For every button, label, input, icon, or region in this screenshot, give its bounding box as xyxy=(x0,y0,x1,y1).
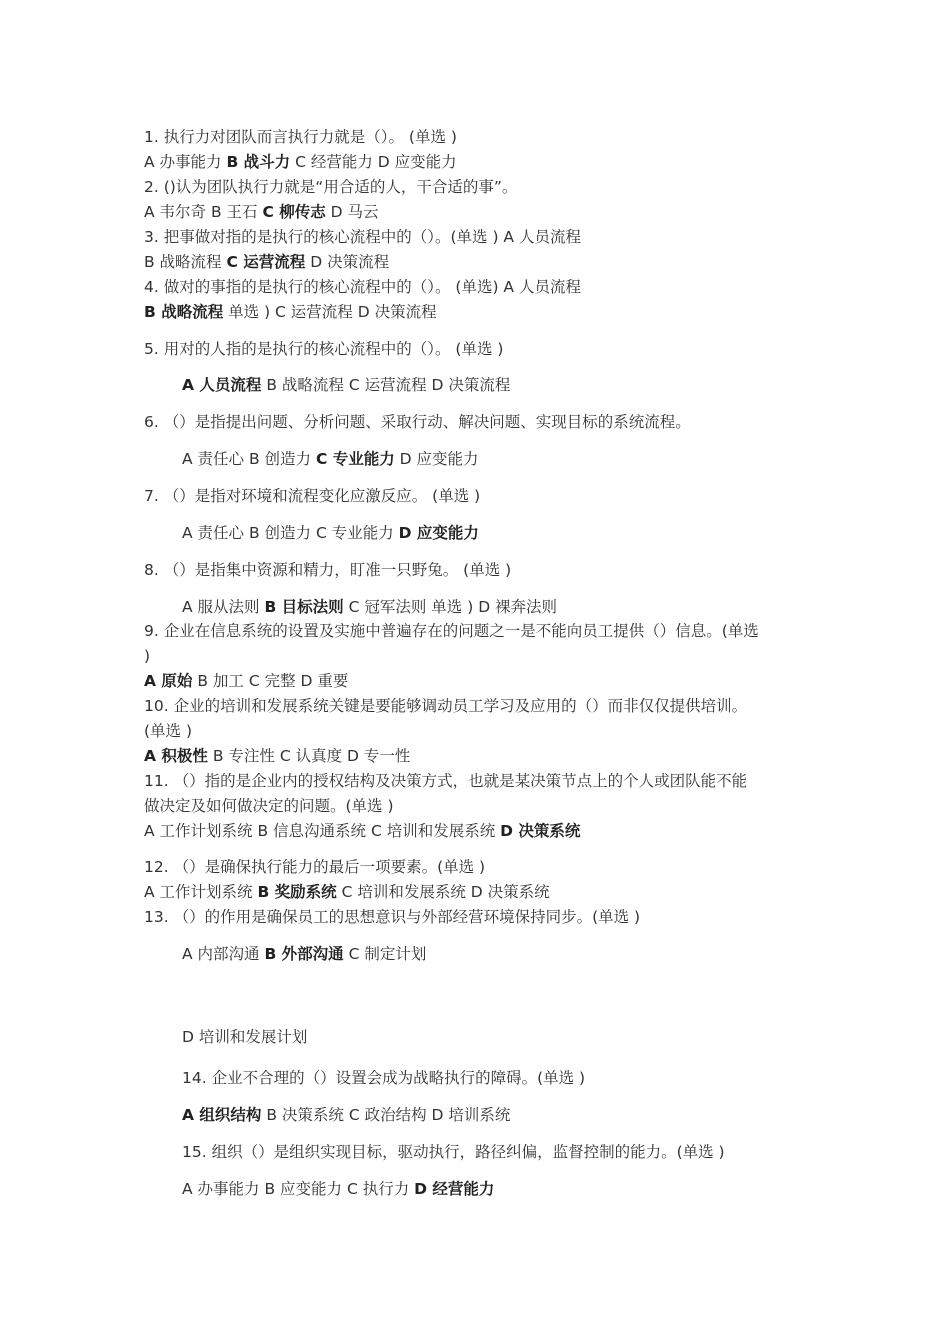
text-line xyxy=(144,226,581,248)
text-run: (单选 ) xyxy=(144,722,193,740)
text-run: A 韦尔奇 B 王石 xyxy=(144,203,263,221)
text-run: D 马云 xyxy=(325,203,379,221)
text-run: C 冠军法则 单选 ) D 裸奔法则 xyxy=(343,598,558,616)
text-run: C 经营能力 D 应变能力 xyxy=(290,153,457,171)
text-run: B 专注性 C 认真度 D 专一性 xyxy=(207,747,411,765)
text-run: ) xyxy=(144,647,151,665)
text-line xyxy=(144,276,581,298)
text-line xyxy=(144,820,580,842)
answer-highlight: A 人员流程 xyxy=(182,376,262,394)
text-run: B 决策系统 C 政治结构 D 培训系统 xyxy=(261,1106,511,1124)
text-line xyxy=(144,485,480,507)
text-run: 6. （）是指提出问题、分析问题、采取行动、解决问题、实现目标的系统流程。 xyxy=(144,413,691,431)
answer-highlight: D 决策系统 xyxy=(500,822,581,840)
text-run: 14. 企业不合理的（）设置会成为战略执行的障碍。(单选 ) xyxy=(182,1069,586,1087)
answer-highlight: A 原始 xyxy=(144,672,193,690)
text-run: A 内部沟通 xyxy=(182,945,265,963)
text-line xyxy=(144,201,379,223)
text-line xyxy=(144,338,503,360)
answer-highlight: D 应变能力 xyxy=(398,524,479,542)
text-run: 4. 做对的事指的是执行的核心流程中的（）。 (单选) A 人员流程 xyxy=(144,278,581,296)
text-line xyxy=(182,1067,585,1089)
text-run: 12. （）是确保执行能力的最后一项要素。(单选 ) xyxy=(144,858,486,876)
text-line xyxy=(144,770,747,792)
text-run: D 应变能力 xyxy=(394,450,479,468)
text-run: 11. （）指的是企业内的授权结构及决策方式，也就是某决策节点上的个人或团队能不能 xyxy=(144,772,748,790)
answer-highlight: B 战斗力 xyxy=(226,153,291,171)
text-run: D 培训和发展计划 xyxy=(182,1028,308,1046)
text-line xyxy=(144,881,550,903)
text-line xyxy=(144,251,389,273)
text-line xyxy=(182,1104,510,1126)
text-line xyxy=(144,620,759,642)
text-run: A 办事能力 B 应变能力 C 执行力 xyxy=(182,1180,415,1198)
answer-highlight: B 外部沟通 xyxy=(264,945,344,963)
text-run: B 战略流程 C 运营流程 D 决策流程 xyxy=(261,376,511,394)
text-run: 13. （）的作用是确保员工的思想意识与外部经营环境保持同步。(单选 ) xyxy=(144,908,641,926)
answer-highlight: C 柳传志 xyxy=(262,203,326,221)
text-run: D 决策流程 xyxy=(305,253,390,271)
answer-highlight: B 目标法则 xyxy=(264,598,344,616)
answer-highlight: C 专业能力 xyxy=(315,450,395,468)
answer-highlight: A 积极性 xyxy=(144,747,208,765)
text-run: A 工作计划系统 xyxy=(144,883,258,901)
text-run: 7. （）是指对环境和流程变化应激反应。 (单选 ) xyxy=(144,487,481,505)
text-run: C 培训和发展系统 D 决策系统 xyxy=(336,883,550,901)
text-run: A 办事能力 xyxy=(144,153,227,171)
text-line xyxy=(144,745,410,767)
text-run: 10. 企业的培训和发展系统关键是要能够调动员工学习及应用的（）而非仅仅提供培训。 xyxy=(144,697,748,715)
text-line xyxy=(144,720,192,742)
text-line xyxy=(144,559,511,581)
text-run: A 服从法则 xyxy=(182,598,265,616)
text-line xyxy=(144,151,457,173)
text-run: 15. 组织（）是组织实现目标，驱动执行，路径纠偏，监督控制的能力。(单选 ) xyxy=(182,1143,725,1161)
text-line xyxy=(182,522,479,544)
text-line xyxy=(144,411,691,433)
text-line xyxy=(182,596,557,618)
text-line xyxy=(144,695,747,717)
answer-highlight: B 战略流程 xyxy=(144,303,224,321)
text-line xyxy=(144,301,437,323)
text-line xyxy=(182,943,426,965)
text-run: 做决定及如何做决定的问题。(单选 ) xyxy=(144,797,394,815)
text-line xyxy=(182,374,510,396)
text-line xyxy=(182,1178,494,1200)
text-line xyxy=(144,176,517,198)
text-run: B 加工 C 完整 D 重要 xyxy=(192,672,349,690)
text-line xyxy=(182,1141,725,1163)
answer-highlight: C 运营流程 xyxy=(226,253,306,271)
text-line xyxy=(144,906,640,928)
text-run: 9. 企业在信息系统的设置及实施中普遍存在的问题之一是不能向员工提供（）信息。(单选 xyxy=(144,622,759,640)
text-line xyxy=(144,856,485,878)
text-run: 8. （）是指集中资源和精力，盯准一只野兔。 (单选 ) xyxy=(144,561,512,579)
answer-highlight: D 经营能力 xyxy=(414,1180,495,1198)
text-run: B 战略流程 xyxy=(144,253,227,271)
text-line xyxy=(182,1026,307,1048)
text-run: 1. 执行力对团队而言执行力就是（）。 (单选 ) xyxy=(144,128,457,146)
text-run: C 制定计划 xyxy=(343,945,427,963)
text-run: 2. ()认为团队执行力就是“用合适的人，干合适的事”。 xyxy=(144,178,518,196)
text-line xyxy=(182,448,479,470)
answer-highlight: A 组织结构 xyxy=(182,1106,262,1124)
text-run: A 责任心 B 创造力 xyxy=(182,450,316,468)
answer-highlight: B 奖励系统 xyxy=(257,883,337,901)
text-run: 5. 用对的人指的是执行的核心流程中的（）。 (单选 ) xyxy=(144,340,504,358)
text-run: 3. 把事做对指的是执行的核心流程中的（）。(单选 ) A 人员流程 xyxy=(144,228,581,246)
text-line xyxy=(144,795,394,817)
text-line xyxy=(144,126,457,148)
text-line xyxy=(144,670,348,692)
text-run: 单选 ) C 运营流程 D 决策流程 xyxy=(223,303,437,321)
text-run: A 工作计划系统 B 信息沟通系统 C 培训和发展系统 xyxy=(144,822,501,840)
text-line xyxy=(144,645,150,667)
text-run: A 责任心 B 创造力 C 专业能力 xyxy=(182,524,399,542)
